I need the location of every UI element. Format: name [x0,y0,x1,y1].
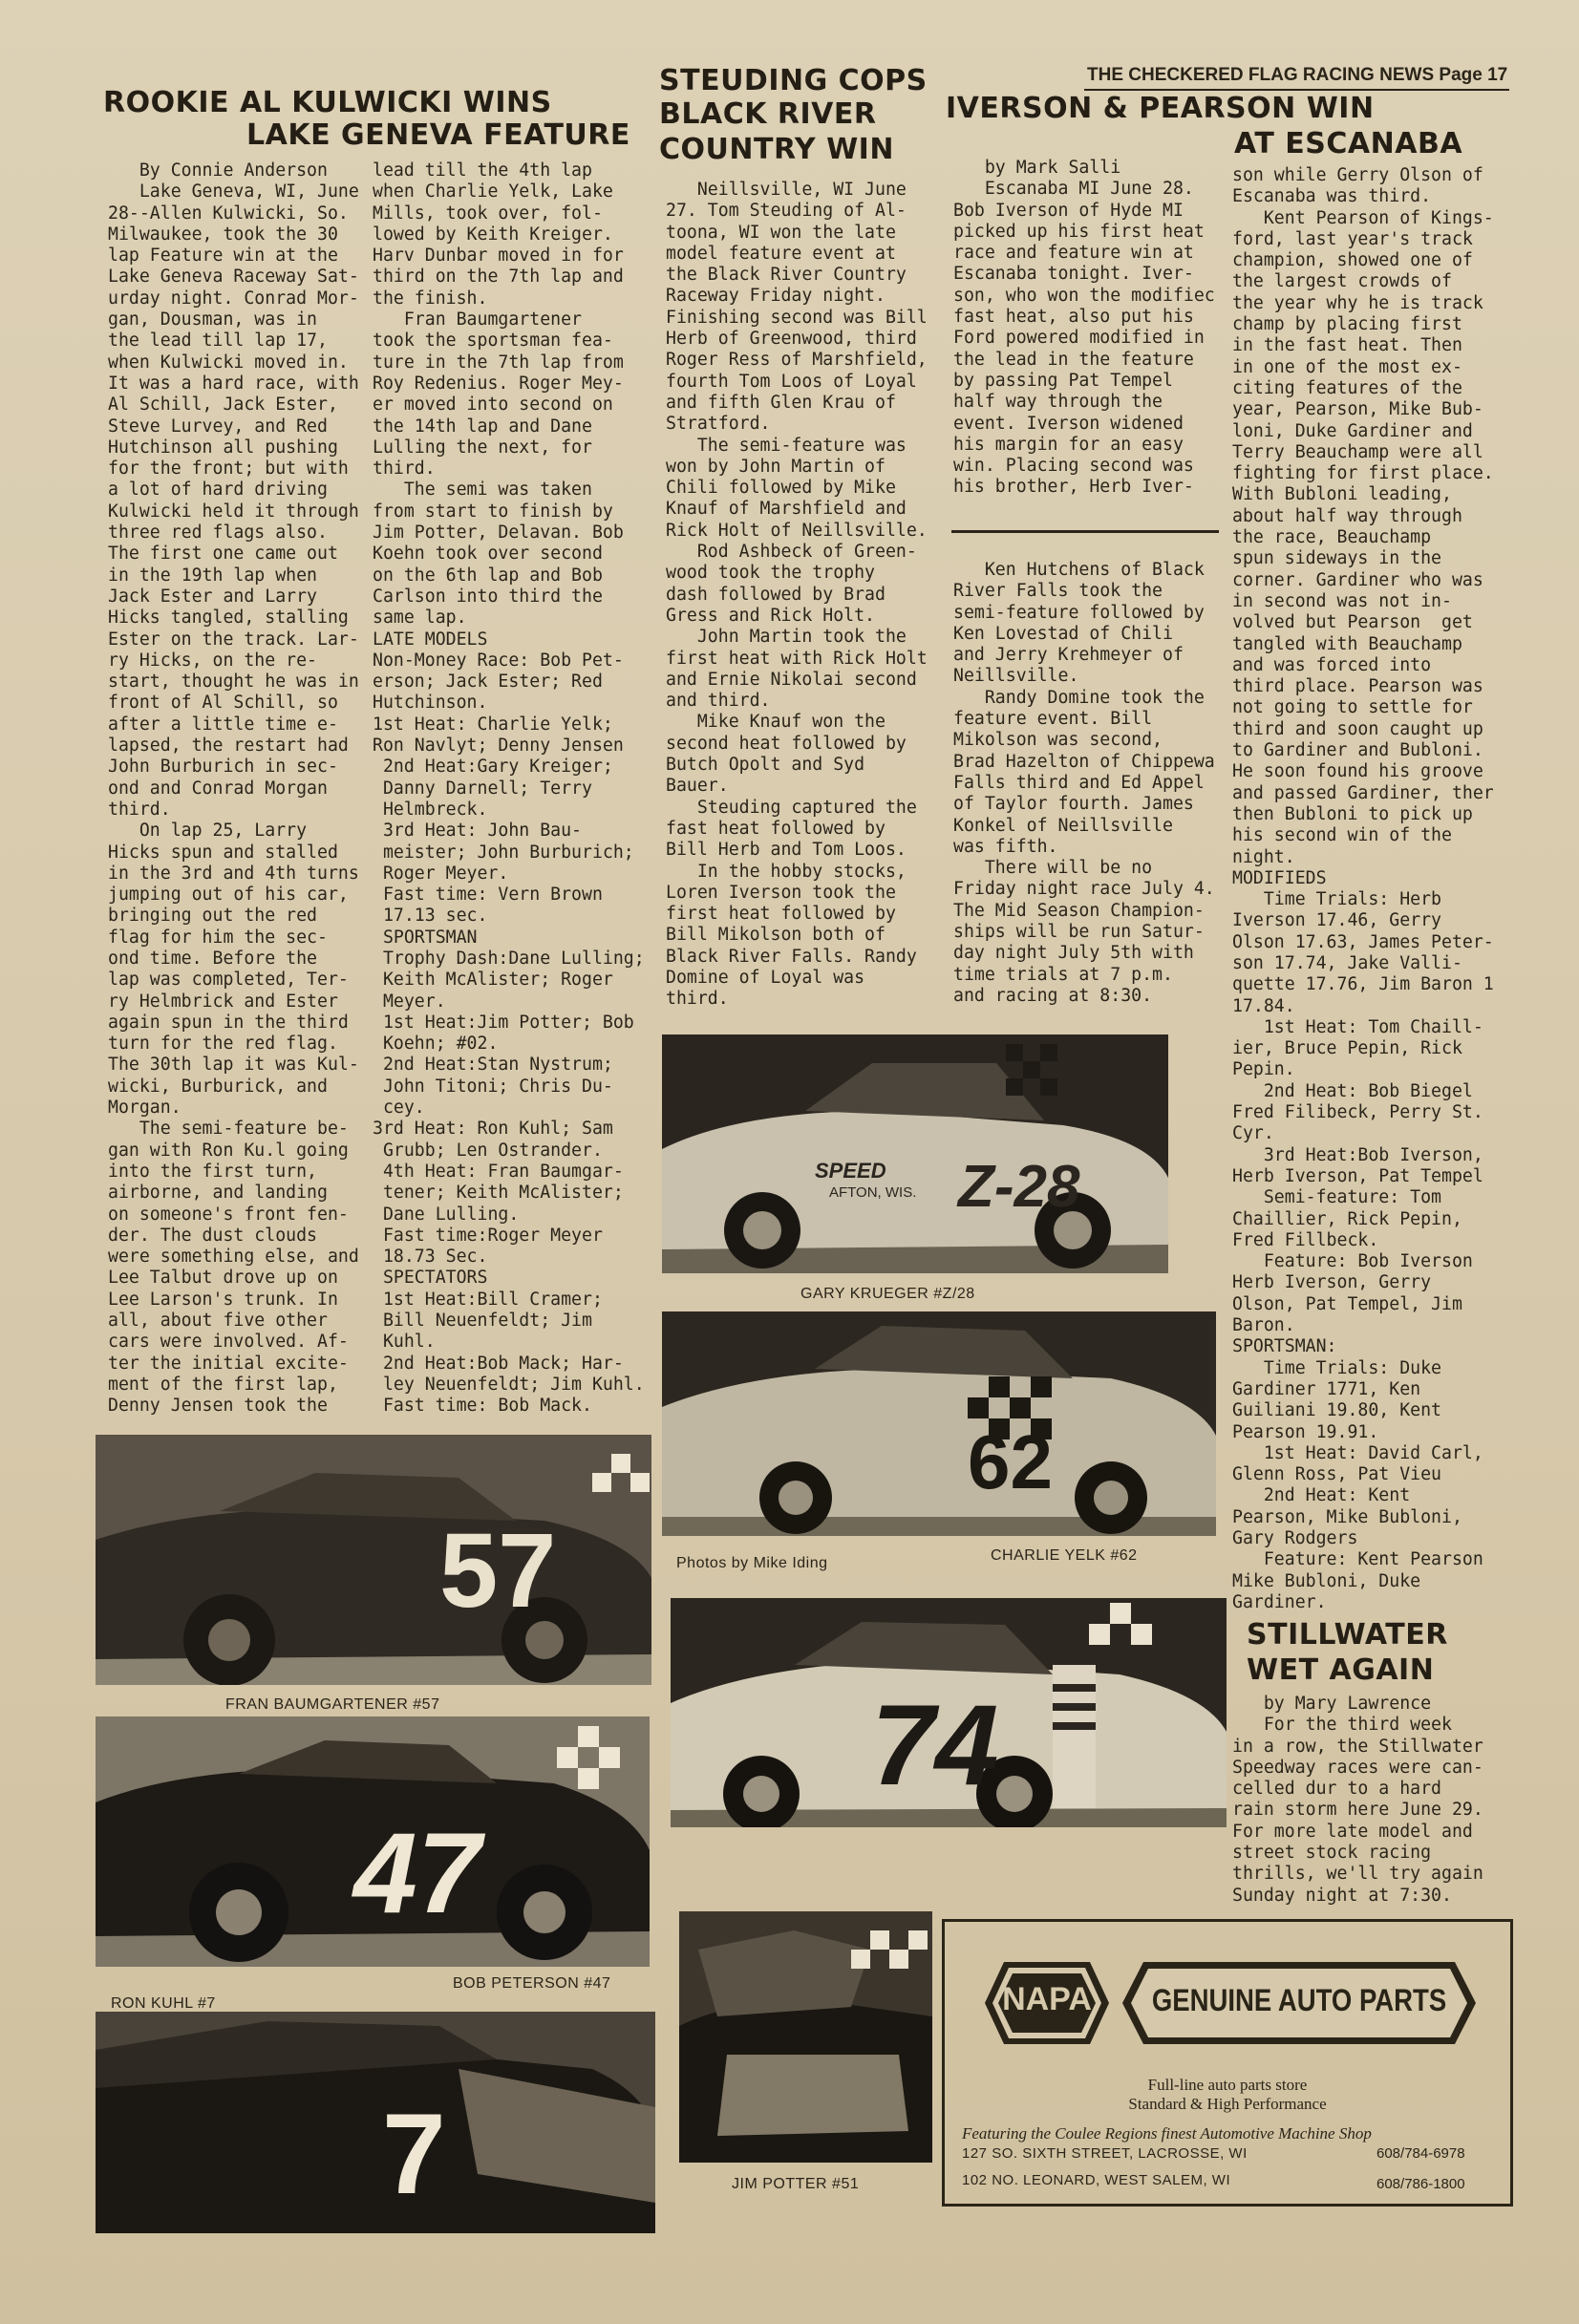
caption-bob-peterson: BOB PETERSON #47 [453,1975,611,1992]
car-number-7: 7 [382,2090,446,2218]
napa-banner [1122,1958,1476,2048]
caption-ron-kuhl: RON KUHL #7 [111,1995,216,2012]
article-iverson-col2: son while Gerry Olson of Escanaba was third. Kent Pearson of Kings- ford, last year's track champion, showed one of the largest crowds of the year why he is track champ by placing first in the fast heat. Then in one of the most ex- citing features of the year, Pearson, Mike Bub- loni, Duke Gardiner and Terry Beauchamp were all fighting for first place. With Bubloni leading, about half way through the race, Beauchamp spun sideways in the corner. Gardiner who was in second was not in- volved but Pearson get tangled with Beauchamp and was forced into third place. Pearson was not going to settle for third and soon caught up to Gardiner and Bubloni. He soon found his groove and passed Gardiner, ther then Bubloni to pick up his second win of the night. MODIFIEDS Time Trials: Herb Iverson 17.46, Gerry Olson 17.63, James Peter- son 17.74, Jake Valli- quette 17.76, Jim Baron 1 17.84. 1st Heat: Tom Chaill- ier, Bruce Pepin, Rick Pepin. 2nd Heat: Bob Biegel Fred Filibeck, Perry St. Cyr. 3rd Heat:Bob Iverson, Herb Iverson, Pat Tempel Semi-feature: Tom Chaillier, Rick Pepin, Fred Fillbeck. Feature: Bob Iverson Herb Iverson, Gerry Olson, Pat Tempel, Jim Baron. SPORTSMAN: Time Trials: Duke Gardiner 1771, Ken Guiliani 19.80, Kent Pearson 19.91. 1st Heat: David Carl, Glenn Ross, Pat Vieu 2nd Heat: Kent Pearson, Mike Bubloni, Gary Rodgers Feature: Kent Pearson Mike Bubloni, Duke Gardiner. [1232,165,1494,1612]
napa-logo [985,1958,1109,2048]
ad-address-lacrosse: 127 SO. SIXTH STREET, LACROSSE, WI [962,2145,1248,2162]
article-stillwater: by Mary Lawrence For the third week in a row, the Stillwater Speedway races were can- celled dur to a hard rain storm here June 29. For more late model and street stock racing thrills, we'll try again Sunday night at 7:30. [1232,1694,1483,1906]
car-number-62: 62 [968,1419,1053,1504]
photo-car-74 [671,1598,1227,1827]
car-number-74: 74 [871,1681,999,1809]
napa-banner-text: GENUINE AUTO PARTS [1151,1983,1447,2017]
headline-steuding-line1: STEUDING COPS [659,64,928,97]
photo-jim-potter [679,1911,932,2163]
headline-kulwicki-line1: ROOKIE AL KULWICKI WINS [103,86,552,119]
photo-ron-kuhl [96,2012,655,2233]
headline-steuding-line2: BLACK RIVER [659,97,877,131]
article-kulwicki-col2: lead till the 4th lap when Charlie Yelk, Lake Mills, took over, fol- lowed by Keith Kreiger. Harv Dunbar moved in for third on the 7th lap and the finish. Fran Baumgartener took the sportsman fea- ture in the 7th lap from Roy Redenius. Roger Mey- er moved into second on the 14th lap and Dane Lulling the next, for third. The semi was taken from start to finish by Jim Potter, Delavan. Bob Koehn took over second on the 6th lap and Bob Carlson into third the same lap. LATE MODELS Non-Money Race: Bob Pet- erson; Jack Ester; Red Hutchinson. 1st Heat: Charlie Yelk; Ron Navlyt; Denny Jensen 2nd Heat:Gary Kreiger; Danny Darnell; Terry Helmbreck. 3rd Heat: John Bau- meister; John Burburich; Roger Meyer. Fast time: Vern Brown 17.13 sec. SPORTSMAN Trophy Dash:Dane Lulling; Keith McAlister; Roger Meyer. 1st Heat:Jim Potter; Bob Koehn; #02. 2nd Heat:Stan Nystrum; John Titoni; Chris Du- cey. 3rd Heat: Ron Kuhl; Sam Grubb; Len Ostrander. 4th Heat: Fran Baumgar- tener; Keith McAlister; Dane Lulling. Fast time:Roger Meyer 18.73 Sec. SPECTATORS 1st Heat:Bill Cramer; Bill Neuenfeldt; Jim Kuhl. 2nd Heat:Bob Mack; Har- ley Neuenfeldt; Jim Kuhl. Fast time: Bob Mack. [373,160,645,1417]
napa-advertisement [942,1919,1513,2207]
photo-bob-peterson [96,1716,650,1967]
headline-stillwater-line2: WET AGAIN [1247,1653,1435,1687]
ad-line-performance: Standard & High Performance [1128,2095,1327,2113]
car-number-47: 47 [353,1809,481,1937]
article-iverson-col1: by Mark Salli Escanaba MI June 28. Bob Iverson of Hyde MI picked up his first heat race and feature win at Escanaba tonight. Iver- son, who won the modifiec fast heat, also put his Ford powered modified in the lead in the feature by passing Pat Tempel half way through the event. Iverson widened his margin for an easy win. Placing second was his brother, Herb Iver- [953,158,1215,498]
headline-iverson-line2: AT ESCANABA [1234,127,1463,160]
article-kulwicki-col1: By Connie Anderson Lake Geneva, WI, June 28--Allen Kulwicki, So. Milwaukee, took the 30 lap Feature win at the Lake Geneva Raceway Sat- urday night. Conrad Mor- gan, Dousman, was in the lead till lap 17, when Kulwicki moved in. It was a hard race, with Al Schill, Jack Ester, Steve Lurvey, and Red Hutchinson all pushing for the front; but with a lot of hard driving Kulwicki held it through three red flags also. The first one came out in the 19th lap when Jack Ester and Larry Hicks tangled, stalling Ester on the track. Lar- ry Hicks, on the re- start, thought he was in front of Al Schill, so after a little time e- lapsed, the restart had John Burburich in sec- ond and Conrad Morgan third. On lap 25, Larry Hicks spun and stalled in the 3rd and 4th turns jumping out of his car, bringing out the red flag for him the sec- ond time. Before the lap was completed, Ter- ry Helmbrick and Ester again spun in the third turn for the red flag. The 30th lap it was Kul- wicki, Burburick, and Morgan. The semi-feature be- gan with Ron Ku.l going into the first turn, airborne, and landing on someone's front fen- der. The dust clouds were something else, and Lee Talbut drove up on Lee Larson's trunk. In all, about five other cars were involved. Af- ter the initial excite- ment of the first lap, Denny Jensen took the [108,160,359,1417]
car-number-57: 57 [439,1512,557,1630]
headline-stillwater-line1: STILLWATER [1247,1618,1448,1652]
headline-iverson-line1: IVERSON & PEARSON WIN [946,92,1375,125]
car-number-z28: Z-28 [958,1154,1080,1220]
caption-jim-potter: JIM POTTER #51 [732,2176,860,2192]
ad-featuring: Featuring the Coulee Regions finest Automotive Machine Shop [962,2124,1372,2143]
caption-fran-baumgartener: FRAN BAUMGARTENER #57 [225,1696,440,1713]
ad-phone-lacrosse: 608/784-6978 [1376,2145,1465,2162]
running-head: THE CHECKERED FLAG RACING NEWS Page 17 [1087,65,1508,85]
ad-phone-west-salem: 608/786-1800 [1376,2176,1465,2192]
section-divider [951,530,1219,533]
article-black-river-continued: Ken Hutchens of Black River Falls took the semi-feature followed by Ken Lovestad of Chili and Jerry Krehmeyer of Neillsville. Randy Domine took the feature event. Bill Mikolson was second, Brad Hazelton of Chippewa Falls third and Ed Appel of Taylor fourth. James Konkel of Neillsville was fifth. There will be no Friday night race July 4. The Mid Season Champion- ships will be run Satur- day night July 5th with time trials at 7 p.m. and racing at 8:30. [953,560,1215,1006]
photo-fran-baumgartener [96,1435,651,1685]
headline-kulwicki-line2: LAKE GENEVA FEATURE [246,118,630,152]
ad-address-west-salem: 102 NO. LEONARD, WEST SALEM, WI [962,2172,1231,2188]
photo-credit: Photos by Mike Iding [676,1555,828,1571]
headline-steuding-line3: COUNTRY WIN [659,133,894,166]
caption-charlie-yelk: CHARLIE YELK #62 [991,1547,1138,1564]
photo-gary-krueger [662,1034,1168,1273]
article-steuding-col: Neillsville, WI June 27. Tom Steuding of Al- toona, WI won the late model feature event at the Black River Country Raceway Friday night. Finishing second was Bill Herb of Greenwood, third Roger Ress of Marshfield, fourth Tom Loos of Loyal and fifth Glen Krau of Stratford. The semi-feature was won by John Martin of Chili followed by Mike Knauf of Marshfield and Rick Holt of Neillsville. Rod Ashbeck of Green- wood took the trophy dash followed by Brad Gress and Rick Holt. John Martin took the first heat with Rick Holt and Ernie Nikolai second and third. Mike Knauf won the second heat followed by Butch Opolt and Syd Bauer. Steuding captured the fast heat followed by Bill Herb and Tom Loos. In the hobby stocks, Loren Iverson took the first heat followed by Bill Mikolson both of Black River Falls. Randy Domine of Loyal was third. [666,180,928,1010]
car-sponsor-text: SPEED [815,1159,886,1183]
car-town-text: AFTON, WIS. [829,1184,917,1201]
napa-logo-text: NAPA [1002,1981,1092,2017]
photo-charlie-yelk [662,1311,1216,1536]
running-head-rule [1084,89,1509,91]
caption-gary-krueger: GARY KRUEGER #Z/28 [800,1286,975,1302]
ad-line-fullline: Full-line auto parts store [1147,2076,1308,2094]
